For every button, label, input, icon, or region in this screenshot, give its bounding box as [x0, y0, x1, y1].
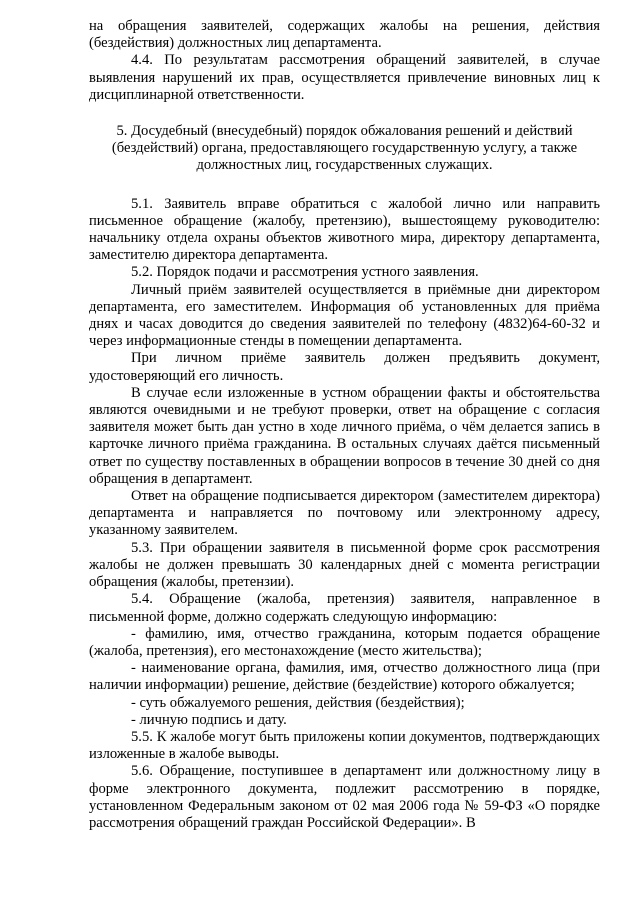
section-5-heading: 5. Досудебный (внесудебный) порядок обжалования решений и действий (бездействий) органа, предоставляющего государственную услугу, а также должностных лиц, государственных служащих.	[111, 123, 578, 174]
list-item-name: - фамилию, имя, отчество гражданина, которым подается обращение (жалоба, претензия), его местонахождение (место жительства);	[89, 625, 600, 659]
paragraph-5-4: 5.4. Обращение (жалоба, претензия) заявителя, направленное в письменной форме, должно содержать следующую информацию:	[89, 591, 600, 625]
list-item-essence: - суть обжалуемого решения, действия (бездействия);	[131, 694, 465, 711]
paragraph-answer-signature: Ответ на обращение подписывается директором (заместителем директора) департамента и направляется по почтовому или электронному адресу, указанному заявителем.	[89, 488, 600, 539]
paragraph-5-2: 5.2. Порядок подачи и рассмотрения устного заявления.	[131, 264, 479, 281]
paragraph-5-3: 5.3. При обращении заявителя в письменной форме срок рассмотрения жалобы не должен превышать 30 календарных дней с момента регистрации обращения (жалобы, претензии).	[89, 539, 600, 591]
list-item-organ: - наименование органа, фамилия, имя, отчество должностного лица (при наличии информации) решение, действие (бездействие) которого обжалуется;	[89, 660, 600, 694]
paragraph-identity-document: При личном приёме заявитель должен предъявить документ, удостоверяющий его личность.	[89, 350, 600, 384]
paragraph-oral-answer: В случае если изложенные в устном обращении факты и обстоятельства являются очевидными и не требуют проверки, ответ на обращение с согласия заявителя может быть дан устно в ходе личного приёма, о чём делается запись в карточке личного приёма гражданина. В остальных случаях даётся письменный ответ по существу поставленных в обращении вопросов в течение 30 дней со дня обращения в департамент.	[89, 384, 600, 487]
paragraph-continuation: на обращения заявителей, содержащих жалобы на решения, действия (бездействия) должностных лиц департамента.	[89, 18, 600, 52]
paragraph-personal-reception: Личный приём заявителей осуществляется в приёмные дни директором департамента, его заместителем. Информация об установленных для приёма днях и часах доводится до сведения заявителей по телефону (4832)64-60-32 и через информационные стенды в помещении департамента.	[89, 281, 600, 350]
list-item-signature: - личную подпись и дату.	[131, 711, 287, 728]
paragraph-5-6: 5.6. Обращение, поступившее в департамент или должностному лицу в форме электронного документа, подлежит рассмотрению в порядке, установленном Федеральным законом от 02 мая 2006 года № 59-ФЗ «О порядке рассмотрения обращений граждан Российской Федерации». В	[89, 763, 600, 831]
paragraph-4-4: 4.4. По результатам рассмотрения обращений заявителей, в случае выявления нарушений их прав, осуществляется привлечение виновных лиц к дисциплинарной ответственности.	[89, 52, 600, 103]
paragraph-5-5: 5.5. К жалобе могут быть приложены копии документов, подтверждающих изложенные в жалобе выводы.	[89, 728, 600, 763]
paragraph-5-1: 5.1. Заявитель вправе обратиться с жалобой лично или направить письменное обращение (жалобу, претензию), вышестоящему руководителю: начальнику отдела охраны объектов животного мира, директору департамента, заместителю директора департамента.	[89, 195, 600, 264]
